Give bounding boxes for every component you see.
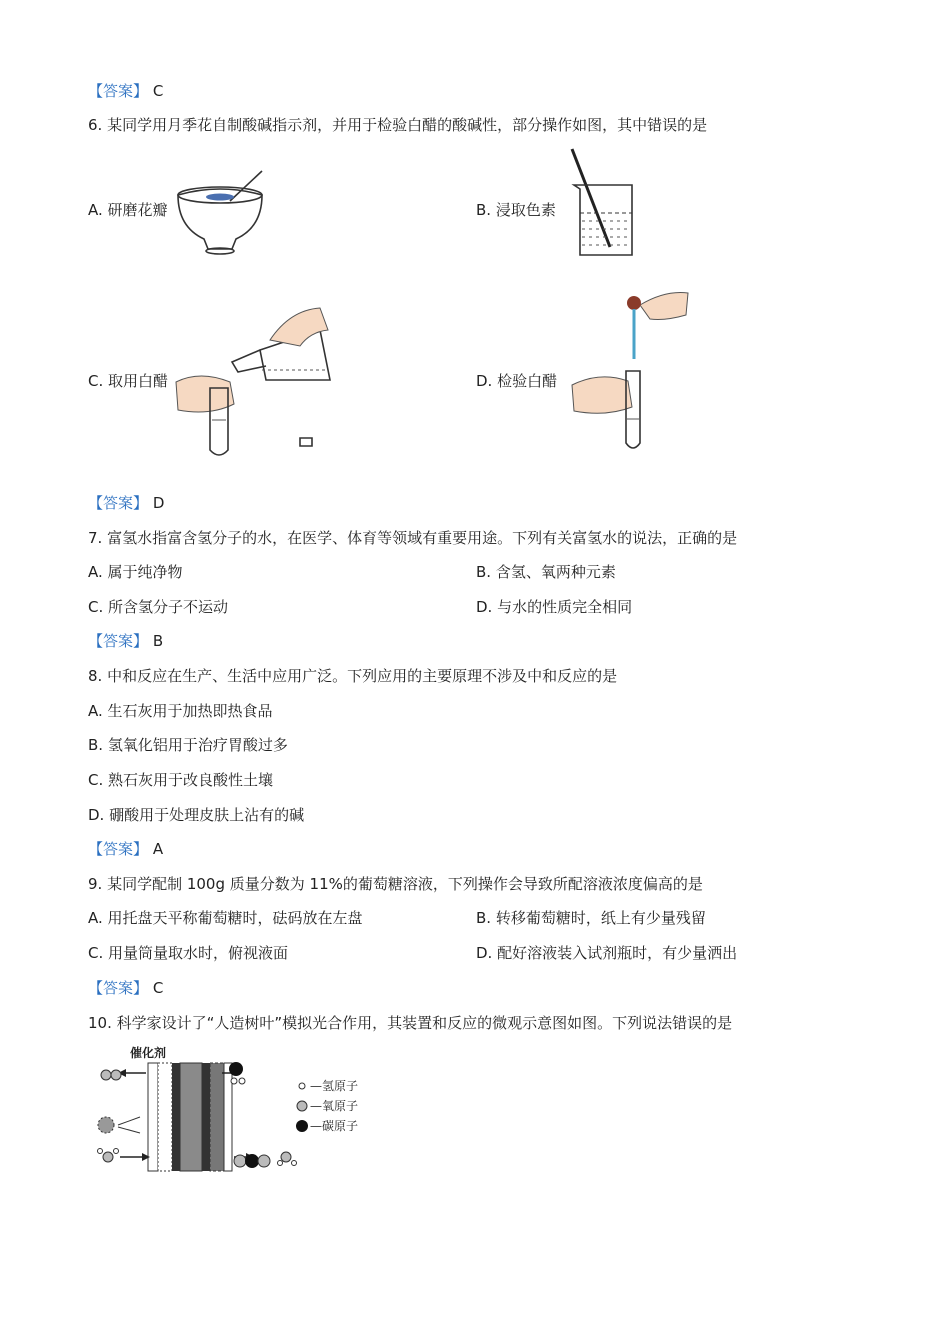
question-6-stem: 6. 某同学用月季花自制酸碱指示剂，并用于检验白醋的酸碱性，部分操作如图，其中错误的是 [88,116,708,134]
mortar-figure [170,165,270,260]
q8-option-c: C. 熟石灰用于改良酸性土壤 [88,771,274,789]
pour-vinegar-figure [170,300,340,460]
question-8-stem: 8. 中和反应在生产、生活中应用广泛。下列应用的主要原理不涉及中和反应的是 [88,667,618,685]
q9-option-a: A. 用托盘天平称葡萄糖时，砝码放在左盘 [88,909,363,927]
answer-line-7: 【答案】 B [88,632,164,650]
q7-option-c: C. 所含氢分子不运动 [88,598,229,616]
beaker-figure [570,145,640,260]
question-9-stem: 9. 某同学配制 100g 质量分数为 11%的葡萄糖溶液，下列操作会导致所配溶液浓度偏高的是 [88,875,703,893]
legend-oxygen: —氧原子 [310,1099,359,1113]
answer-line-6: 【答案】 D [88,494,165,512]
q6-option-c: C. 取用白醋 [88,372,169,390]
answer-line-8: 【答案】 A [88,840,164,858]
q6-option-a: A. 研磨花瓣 [88,201,168,219]
q8-option-a: A. 生石灰用于加热即热食品 [88,702,273,720]
question-10-stem: 10. 科学家设计了“人造树叶”模拟光合作用，其装置和反应的微观示意图如图。下列说法错误的是 [88,1014,733,1032]
q8-option-d: D. 硼酸用于处理皮肤上沾有的碱 [88,806,305,824]
legend-hydrogen: —氢原子 [310,1079,359,1093]
dropper-test-figure [570,285,700,460]
legend-carbon: —碳原子 [310,1119,359,1133]
q9-option-c: C. 用量筒量取水时，俯视液面 [88,944,289,962]
q6-option-b: B. 浸取色素 [476,201,556,219]
q9-option-d: D. 配好溶液装入试剂瓶时，有少量洒出 [476,944,738,962]
q8-option-b: B. 氢氧化铝用于治疗胃酸过多 [88,736,288,754]
answer-line-5: 【答案】 C [88,82,164,100]
artificial-leaf-figure [90,1045,390,1180]
q7-option-d: D. 与水的性质完全相同 [476,598,633,616]
answer-line-9: 【答案】 C [88,979,164,997]
q9-option-b: B. 转移葡萄糖时，纸上有少量残留 [476,909,706,927]
q7-option-a: A. 属于纯净物 [88,563,183,581]
catalyst-label: 催化剂 [130,1046,167,1060]
question-7-stem: 7. 富氢水指富含氢分子的水，在医学、体育等领域有重要用途。下列有关富氢水的说法，正确的是 [88,529,738,547]
q7-option-b: B. 含氢、氧两种元素 [476,563,616,581]
q6-option-d: D. 检验白醋 [476,372,558,390]
